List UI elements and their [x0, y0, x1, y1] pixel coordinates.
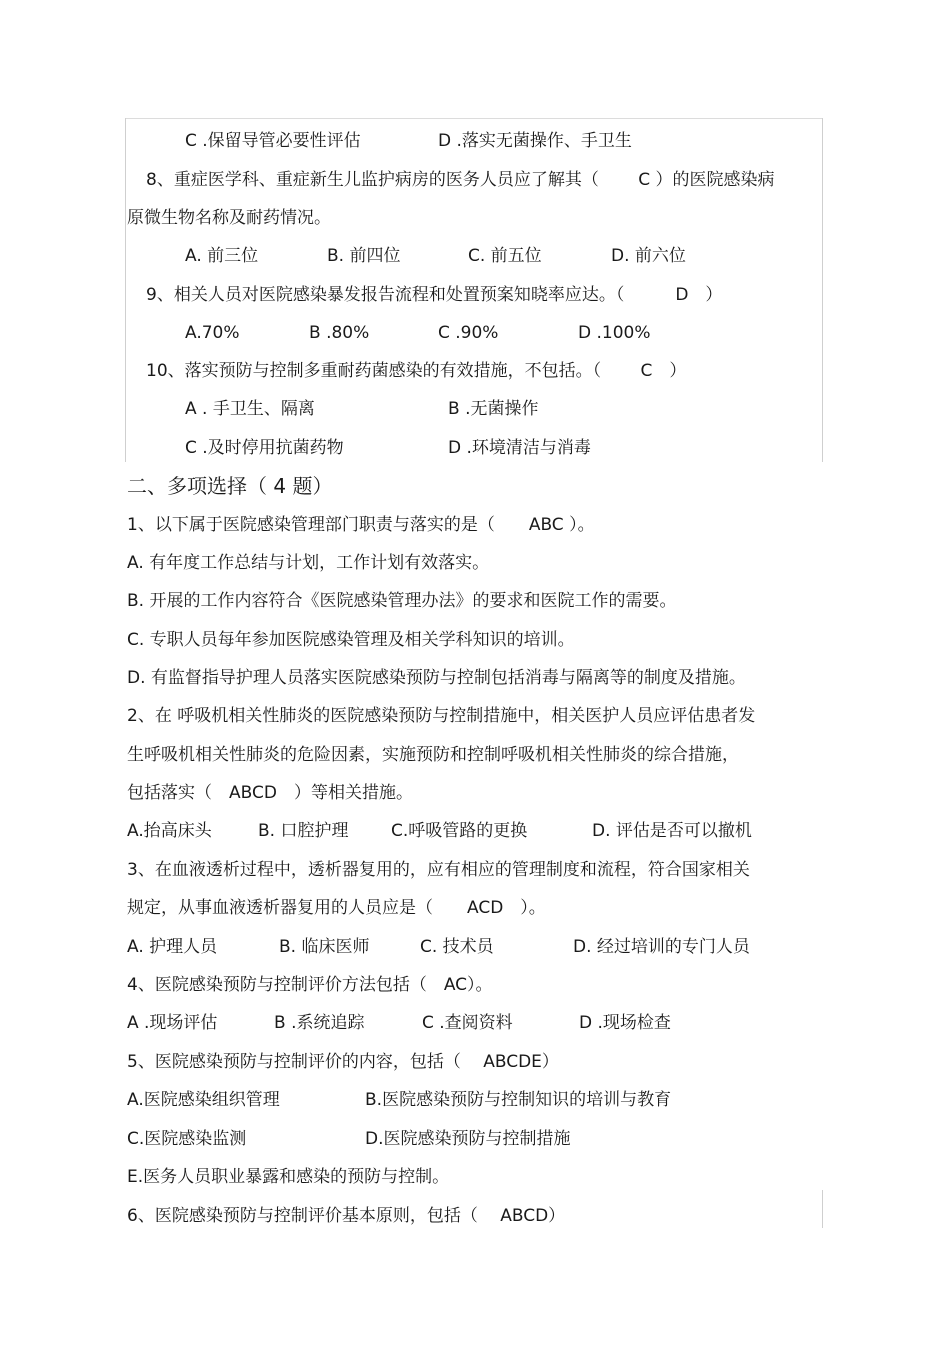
q6-text: 6、医院感染预防与控制评价基本原则，包括（ ABCD） [127, 1206, 566, 1226]
q8-text-line2: 原微生物名称及耐药情况。 [127, 208, 331, 228]
q2-text-line3: 包括落实（ ABCD ）等相关措施。 [127, 783, 413, 803]
q3-option-a: A. 护理人员 [127, 937, 218, 957]
q3-text-line1: 3、在血液透析过程中，透析器复用的，应有相应的管理制度和流程，符合国家相关 [127, 860, 750, 880]
q5-text: 5、医院感染预防与控制评价的内容，包括（ ABCDE） [127, 1052, 559, 1072]
q10-text: 10、落实预防与控制多重耐药菌感染的有效措施，不包括。（ C ） [146, 361, 687, 381]
q7-option-d: D .落实无菌操作、手卫生 [438, 131, 632, 151]
q4-text: 4、医院感染预防与控制评价方法包括（ AC）。 [127, 975, 493, 995]
q9-option-c: C .90% [438, 323, 499, 343]
table-left-border [125, 118, 126, 462]
q3-text-line2: 规定，从事血液透析器复用的人员应是（ ACD ）。 [127, 898, 546, 918]
q1-option-c: C. 专职人员每年参加医院感染管理及相关学科知识的培训。 [127, 630, 575, 650]
q10-option-b: B .无菌操作 [448, 399, 539, 419]
q4-option-c: C .查阅资料 [422, 1013, 513, 1033]
q2-option-a: A.抬高床头 [127, 821, 212, 841]
q2-option-b: B. 口腔护理 [258, 821, 349, 841]
q9-option-d: D .100% [578, 323, 651, 343]
q5-option-a: A.医院感染组织管理 [127, 1090, 280, 1110]
q1-option-b: B. 开展的工作内容符合《医院感染管理办法》的要求和医院工作的需要。 [127, 591, 677, 611]
q2-option-c: C.呼吸管路的更换 [391, 821, 528, 841]
page-right-border [822, 1190, 823, 1228]
q10-option-d: D .环境清洁与消毒 [448, 438, 591, 458]
table-right-border [822, 118, 823, 462]
q2-option-d: D. 评估是否可以撤机 [592, 821, 752, 841]
q2-text-line1: 2、在 呼吸机相关性肺炎的医院感染预防与控制措施中，相关医护人员应评估患者发 [127, 706, 756, 726]
q8-option-a: A. 前三位 [185, 246, 259, 266]
q1-option-a: A. 有年度工作总结与计划，工作计划有效落实。 [127, 553, 490, 573]
q5-option-d: D.医院感染预防与控制措施 [365, 1129, 571, 1149]
q3-option-d: D. 经过培训的专门人员 [573, 937, 750, 957]
q3-option-c: C. 技术员 [420, 937, 494, 957]
q5-option-b: B.医院感染预防与控制知识的培训与教育 [365, 1090, 672, 1110]
q3-option-b: B. 临床医师 [279, 937, 370, 957]
q1-option-d: D. 有监督指导护理人员落实医院感染预防与控制包括消毒与隔离等的制度及措施。 [127, 668, 746, 688]
q9-option-b: B .80% [309, 323, 370, 343]
q4-option-d: D .现场检查 [579, 1013, 671, 1033]
q10-option-c: C .及时停用抗菌药物 [185, 438, 344, 458]
q2-text-line2: 生呼吸机相关性肺炎的危险因素，实施预防和控制呼吸机相关性肺炎的综合措施， [127, 745, 739, 765]
q8-option-c: C. 前五位 [468, 246, 542, 266]
q1-text: 1、以下属于医院感染管理部门职责与落实的是（ ABC ）。 [127, 515, 595, 535]
q8-option-b: B. 前四位 [327, 246, 401, 266]
q5-option-e: E.医务人员职业暴露和感染的预防与控制。 [127, 1167, 450, 1187]
q9-text: 9、相关人员对医院感染暴发报告流程和处置预案知晓率应达。（ D ） [146, 285, 723, 305]
q8-text-line1: 8、重症医学科、重症新生儿监护病房的医务人员应了解其（ C ）的医院感染病 [146, 170, 775, 190]
table-top-border [125, 118, 823, 119]
q4-option-a: A .现场评估 [127, 1013, 218, 1033]
q9-option-a: A.70% [185, 323, 240, 343]
q10-option-a: A . 手卫生、隔离 [185, 399, 315, 419]
q8-option-d: D. 前六位 [611, 246, 686, 266]
q5-option-c: C.医院感染监测 [127, 1129, 247, 1149]
q4-option-b: B .系统追踪 [274, 1013, 365, 1033]
section-heading-multiple-choice: 二、多项选择（ 4 题） [127, 474, 333, 498]
q7-option-c: C .保留导管必要性评估 [185, 131, 361, 151]
